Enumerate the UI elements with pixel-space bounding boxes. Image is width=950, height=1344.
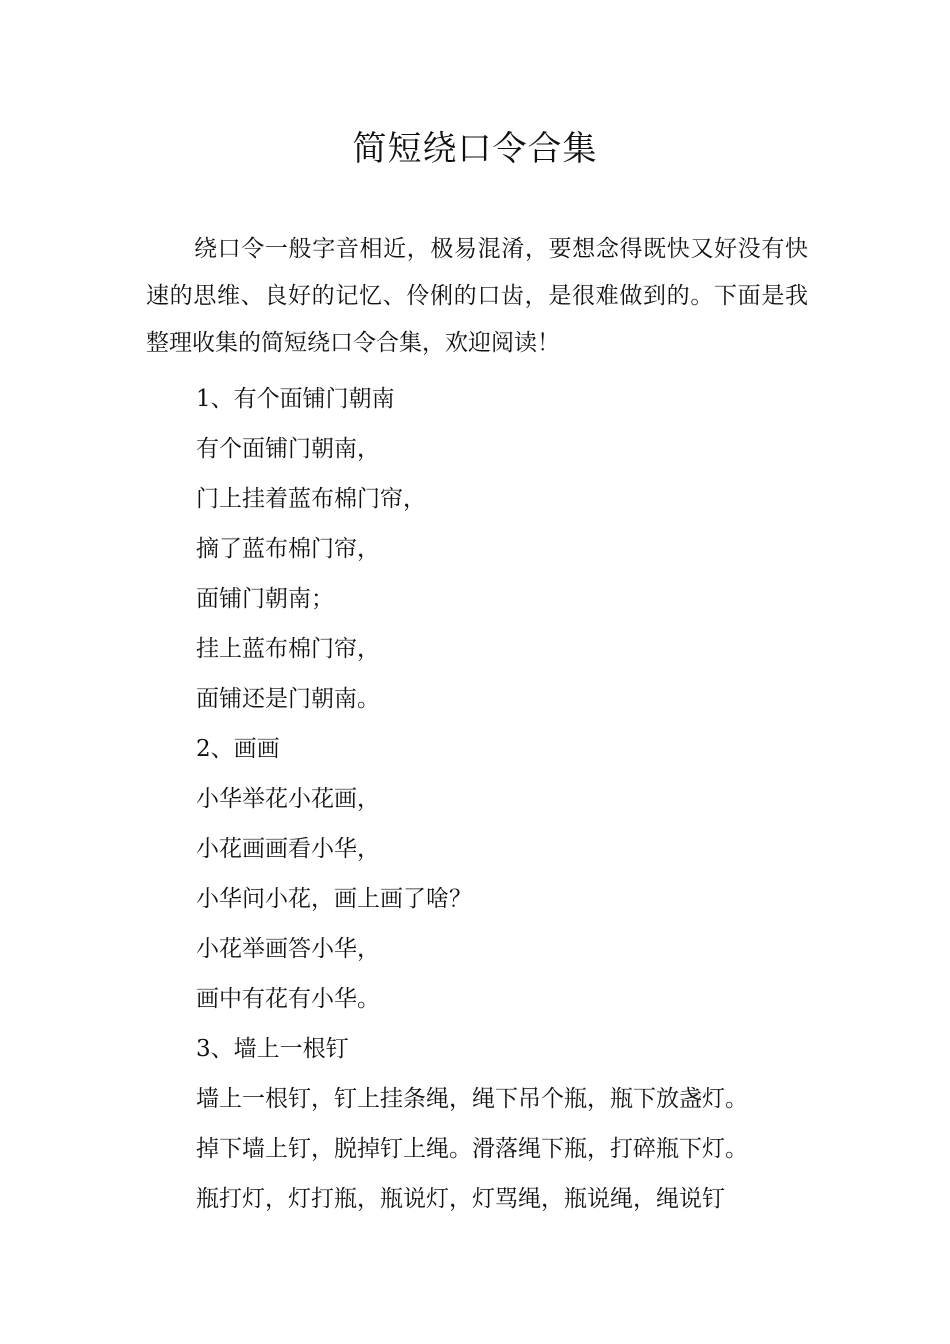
intro-paragraph: 绕口令一般字音相近，极易混淆，要想念得既快又好没有快速的思维、良好的记忆、伶俐的口齿，是很难做到的。下面是我整理收集的简短绕口令合集，欢迎阅读！ bbox=[146, 236, 808, 356]
section-heading-2: 2、画画 bbox=[196, 736, 280, 762]
text-line: 小花画画看小华， bbox=[196, 836, 380, 862]
section-heading-3: 3、墙上一根钉 bbox=[196, 1036, 349, 1062]
text-line: 小华问小花，画上画了啥？ bbox=[196, 886, 472, 912]
text-line: 挂上蓝布棉门帘， bbox=[196, 636, 380, 662]
text-line: 有个面铺门朝南， bbox=[196, 436, 380, 462]
text-line: 摘了蓝布棉门帘， bbox=[196, 536, 380, 562]
text-line: 小华举花小花画， bbox=[196, 786, 380, 812]
text-line: 掉下墙上钉，脱掉钉上绳。滑落绳下瓶，打碎瓶下灯。 bbox=[196, 1136, 748, 1162]
text-line: 面铺还是门朝南。 bbox=[196, 686, 380, 712]
text-line: 小花举画答小华， bbox=[196, 936, 380, 962]
text-line: 面铺门朝南； bbox=[196, 586, 334, 612]
text-line: 画中有花有小华。 bbox=[196, 986, 380, 1012]
section-heading-1: 1、有个面铺门朝南 bbox=[196, 386, 395, 412]
page-title: 简短绕口令合集 bbox=[352, 129, 598, 169]
tongue-twister-list bbox=[196, 374, 836, 1224]
text-line: 瓶打灯，灯打瓶，瓶说灯，灯骂绳，瓶说绳，绳说钉 bbox=[196, 1186, 725, 1212]
text-line: 门上挂着蓝布棉门帘， bbox=[196, 486, 426, 512]
text-line: 墙上一根钉，钉上挂条绳，绳下吊个瓶，瓶下放盏灯。 bbox=[196, 1086, 748, 1112]
